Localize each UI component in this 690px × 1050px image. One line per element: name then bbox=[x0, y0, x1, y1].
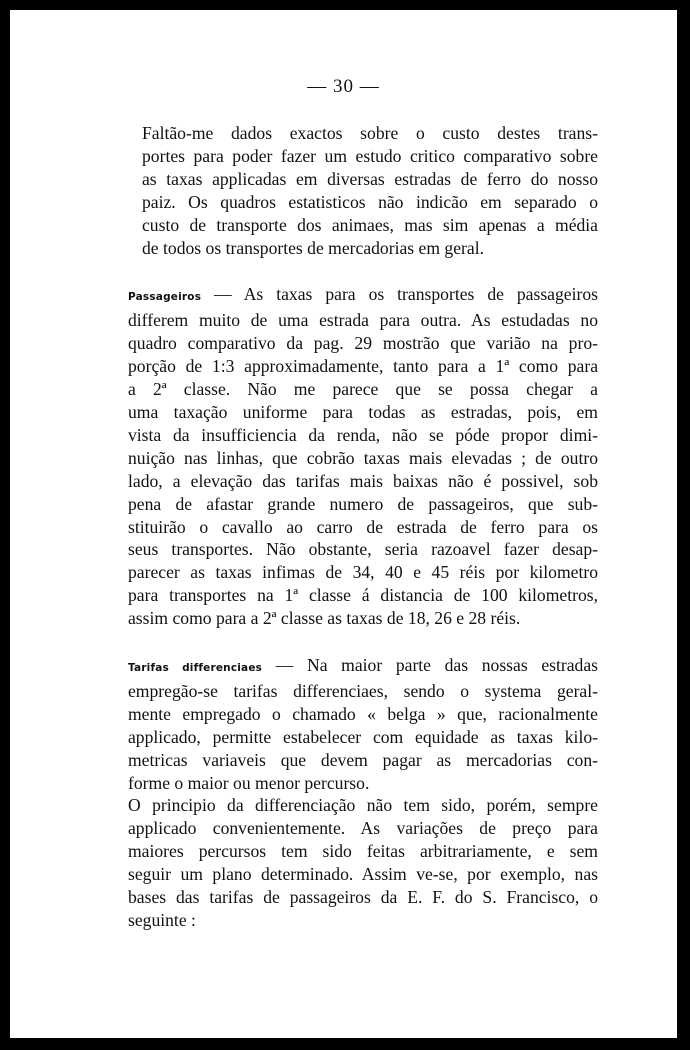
text-line: nuição nas linhas, que cobrão taxas mais elevadas ; de outro bbox=[128, 447, 598, 468]
text-line: as taxas applicadas em diversas estradas de ferro do nosso bbox=[142, 168, 598, 189]
text-line bbox=[90, 654, 598, 680]
text-line: applicado convenientemente. As variações de preço para bbox=[128, 818, 598, 839]
text-fragment: — As taxas para os transportes de passageiros bbox=[201, 284, 598, 305]
text-fragment: — Na maior parte das nossas estradas bbox=[262, 655, 598, 676]
text-line: parecer as taxas infimas de 34, 40 e 45 réis por kilometro bbox=[128, 562, 598, 583]
text-line: lado, a elevação das tarifas mais baixas não é possivel, sob bbox=[128, 470, 598, 491]
text-line: uma taxação uniforme para todas as estradas, pois, em bbox=[128, 401, 598, 422]
text-line: para transportes na 1ª classe á distancia de 100 kilometros, bbox=[128, 585, 598, 606]
text-line: seguir um plano determinado. Assim ve-se, por exemplo, nas bbox=[128, 864, 598, 885]
text-line: a 2ª classe. Não me parece que se possa chegar a bbox=[128, 379, 598, 400]
text-line: custo de transporte dos animaes, mas sim apenas a média bbox=[142, 214, 598, 235]
text-line: bases das tarifas de passageiros da E. F. do S. Francisco, o bbox=[128, 887, 598, 908]
text-line: mente empregado o chamado « belga » que, racionalmente bbox=[128, 703, 598, 724]
text-line: empregão-se tarifas differenciaes, sendo o systema geral- bbox=[128, 680, 598, 701]
paragraph-tarifas-differenciaes bbox=[90, 654, 598, 794]
section-heading-passageiros: Passageiros bbox=[128, 291, 202, 304]
scanned-page bbox=[10, 10, 677, 1038]
text-line: pena de afastar grande numero de passageiros, que sub- bbox=[128, 493, 598, 514]
text-line: assim como para a 2ª classe as taxas de 18, 26 e 28 réis. bbox=[128, 608, 521, 629]
paragraph-custo-transportes bbox=[90, 122, 598, 259]
text-line: seus transportes. Não obstante, seria razoavel fazer desap- bbox=[128, 539, 598, 560]
text-line: maiores percursos tem sido feitas arbitrariamente, e sem bbox=[128, 841, 598, 862]
section-heading-tarifas: Tarifas differenciaes bbox=[128, 662, 263, 675]
text-line: forme o maior ou menor percurso. bbox=[128, 772, 370, 793]
body-text bbox=[90, 122, 598, 932]
text-line: differem muito de uma estrada para outra. As estudadas no bbox=[128, 310, 598, 331]
text-line: seguinte : bbox=[128, 910, 196, 930]
text-line: de todos os transportes de mercadorias em geral. bbox=[142, 237, 484, 258]
text-line: metricas variaveis que devem pagar as mercadorias con- bbox=[128, 749, 598, 770]
paragraph-principio-differenciacao bbox=[90, 794, 598, 931]
text-line: porção de 1:3 approximadamente, tanto para a 1ª como para bbox=[128, 356, 598, 377]
text-line: applicado, permitte estabelecer com equidade as taxas kilo- bbox=[128, 726, 598, 747]
text-line: O principio da differenciação não tem sido, porém, sempre bbox=[128, 795, 598, 816]
paragraph-passageiros bbox=[90, 283, 598, 630]
text-line: paiz. Os quadros estatisticos não indicão em separado o bbox=[142, 191, 598, 212]
text-line: quadro comparativo da pag. 29 mostrão que varião na pro- bbox=[128, 333, 598, 354]
text-line: portes para poder fazer um estudo critico comparativo sobre bbox=[142, 145, 598, 166]
text-line: Faltão-me dados exactos sobre o custo destes trans- bbox=[142, 123, 598, 143]
page-number: — 30 — bbox=[307, 76, 380, 97]
text-line bbox=[90, 283, 598, 309]
text-line: vista da insufficiencia da renda, não se póde propor dimi- bbox=[128, 424, 598, 445]
text-line: stituirão o cavallo ao carro de estrada de ferro para os bbox=[128, 516, 598, 537]
